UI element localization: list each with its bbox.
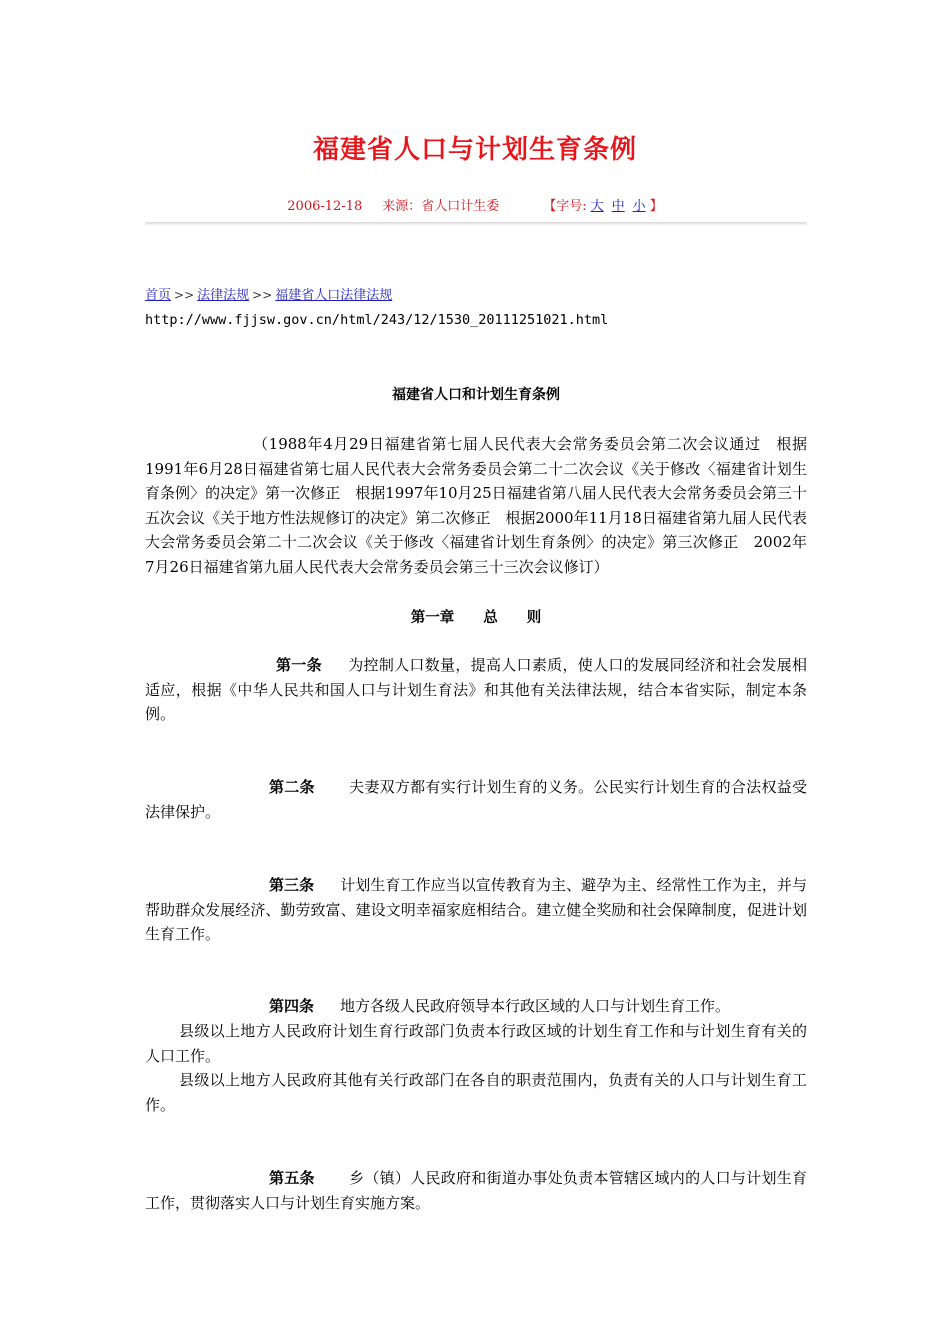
publish-date: 2006-12-18 [287,199,363,214]
document-title: 福建省人口和计划生育条例 [392,387,560,403]
article-meta [145,198,805,216]
article-5 [145,1166,807,1215]
page-title: 福建省人口与计划生育条例 [312,135,637,165]
breadcrumb-fujian-laws-link[interactable]: 福建省人口法律法规 [275,288,393,303]
breadcrumb-separator: >> [174,288,195,302]
article-4 [145,994,807,1019]
article-4-paragraph-3: 县级以上地方人民政府其他有关行政部门在各自的职责范围内，负责有关的人口与计划生育工作。 [145,1071,807,1114]
source-label: 来源：省人口计生委 [382,199,500,214]
chapter-1-title: 第一章 总 则 [410,609,542,626]
article-2-text: 夫妻双方都有实行计划生育的义务。公民实行计划生育的合法权益受法律保护。 [145,778,807,821]
article-3-label: 第三条 [269,876,315,894]
breadcrumb-separator: >> [252,288,273,302]
font-size-large-link[interactable]: 大 [590,199,604,214]
source-url: http://www.fjjsw.gov.cn/html/243/12/1530_20111251021.html [145,312,609,328]
article-2 [145,775,807,824]
article-1 [145,653,807,727]
font-size-label-open: 【字号: [543,199,587,214]
article-4-paragraph-2: 县级以上地方人民政府计划生育行政部门负责本行政区域的计划生育工作和与计划生育有关的人口工作。 [145,1022,807,1065]
breadcrumb [145,286,392,305]
article-1-text: 为控制人口数量，提高人口素质，使人口的发展同经济和社会发展相适应，根据《中华人民共和国人口与计划生育法》和其他有关法律法规，结合本省实际，制定本条例。 [145,656,807,723]
article-3 [145,873,807,947]
article-2-label: 第二条 [269,778,315,796]
article-4-label: 第四条 [269,997,315,1015]
header-divider [145,222,807,226]
article-1-label: 第一条 [276,656,322,674]
font-size-label-close: 】 [649,199,663,214]
breadcrumb-laws-link[interactable]: 法律法规 [197,288,250,303]
breadcrumb-home-link[interactable]: 首页 [145,288,172,303]
font-size-medium-link[interactable]: 中 [611,199,625,214]
article-5-label: 第五条 [269,1169,315,1187]
font-size-small-link[interactable]: 小 [632,199,646,214]
article-3-text: 计划生育工作应当以宣传教育为主、避孕为主、经常性工作为主，并与帮助群众发展经济、勤劳致富、建设文明幸福家庭相结合。建立健全奖励和社会保障制度，促进计划生育工作。 [145,876,807,943]
document-preamble: （1988年4月29日福建省第七届人民代表大会常务委员会第二次会议通过 根据1991年6月28日福建省第七届人民代表大会常务委员会第二十二次会议《关于修改〈福建省计划生育条例〉的决定》第一次修正 根据1997年10月25日福建省第八届人民代表大会常务委员会第三十五次会议《关于地方性法规修订的决定》第二次修正 根据2000年11月18日福建省第九届人民代表大会常务委员会第二十二次会议《关于修改〈福建省计划生育条例〉的决定》第三次修正 2002年7月26日福建省第九届人民代表大会常务委员会第三十三次会议修订） [145,435,807,576]
article-5-text: 乡（镇）人民政府和街道办事处负责本管辖区域内的人口与计划生育工作，贯彻落实人口与计划生育实施方案。 [145,1169,807,1212]
article-4-text: 地方各级人民政府领导本行政区域的人口与计划生育工作。 [340,997,731,1015]
